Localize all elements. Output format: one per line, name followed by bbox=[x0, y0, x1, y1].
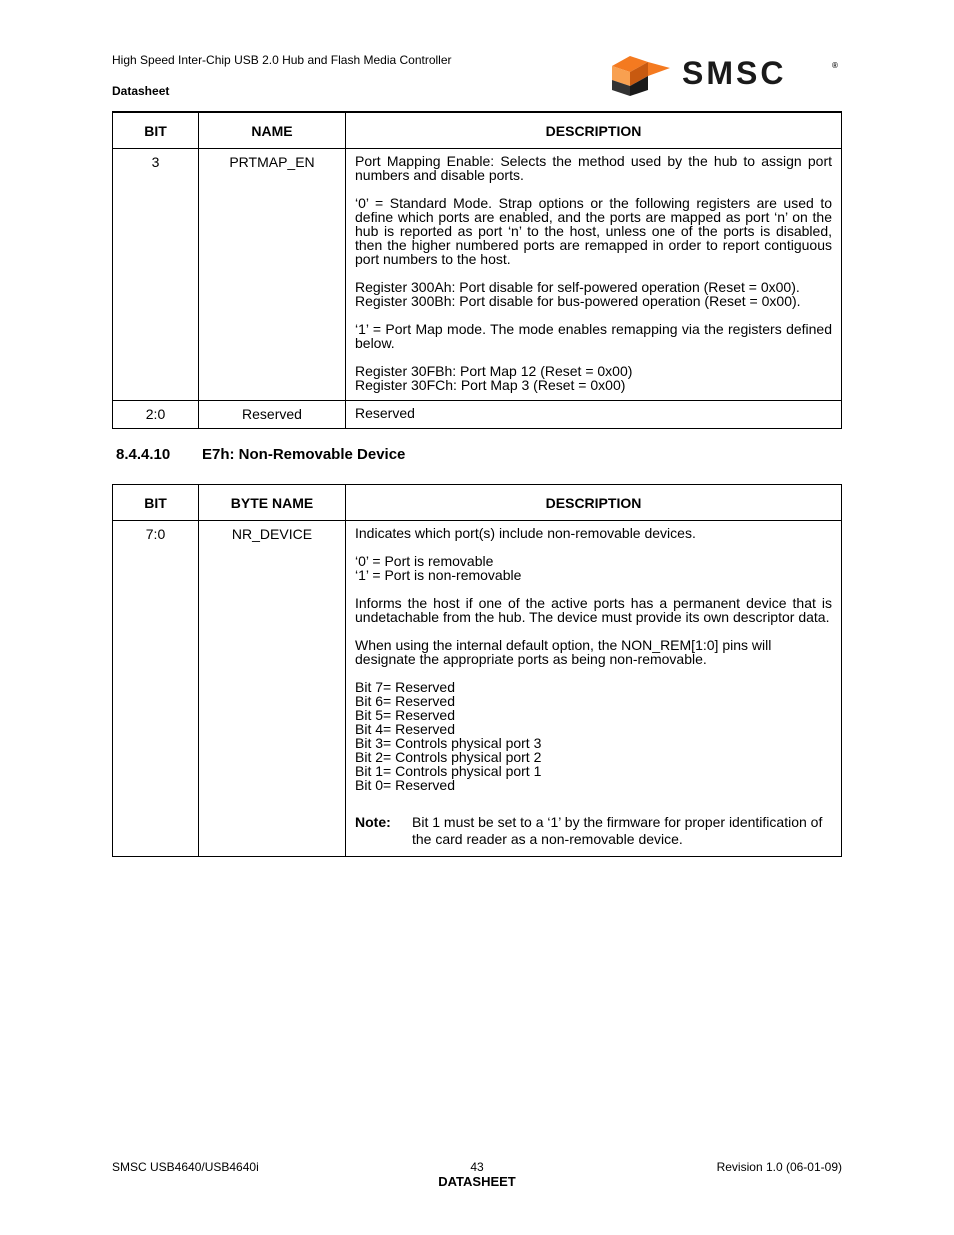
description-line: ‘1’ = Port Map mode. The mode enables remapping via the registers defined below. bbox=[355, 321, 832, 351]
description-line: Bit 0= Reserved bbox=[355, 777, 455, 793]
description-paragraph bbox=[355, 364, 832, 392]
description-line: Register 30FCh: Port Map 3 (Reset = 0x00) bbox=[355, 377, 626, 393]
description-line: Bit 5= Reserved bbox=[355, 707, 455, 723]
cell-description bbox=[346, 149, 842, 401]
description-paragraph bbox=[355, 280, 832, 308]
description-paragraph bbox=[355, 196, 832, 266]
cell-name: NR_DEVICE bbox=[199, 521, 346, 857]
description-paragraph bbox=[355, 596, 832, 624]
note-label: Note: bbox=[355, 814, 391, 830]
page-number: 43 bbox=[470, 1160, 484, 1174]
header-description: DESCRIPTION bbox=[346, 485, 842, 521]
description-line: Bit 3= Controls physical port 3 bbox=[355, 735, 542, 751]
table-header-row bbox=[113, 485, 842, 521]
header-title: High Speed Inter-Chip USB 2.0 Hub and Flash Media Controller bbox=[112, 53, 452, 67]
cell-description bbox=[346, 521, 842, 857]
table-row bbox=[113, 149, 842, 401]
description-line: Register 300Bh: Port disable for bus-powered operation (Reset = 0x00). bbox=[355, 293, 801, 309]
cell-name: Reserved bbox=[199, 401, 346, 429]
description-line: Bit 6= Reserved bbox=[355, 693, 455, 709]
header-bit: BIT bbox=[113, 113, 199, 149]
logo-wordmark bbox=[682, 55, 838, 91]
description-line: Register 30FBh: Port Map 12 (Reset = 0x00) bbox=[355, 363, 633, 379]
description-paragraph bbox=[355, 406, 832, 420]
footer-product: SMSC USB4640/USB4640i bbox=[112, 1160, 259, 1174]
cell-name: PRTMAP_EN bbox=[199, 149, 346, 401]
description-line: Register 300Ah: Port disable for self-powered operation (Reset = 0x00). bbox=[355, 279, 800, 295]
description-line: Bit 4= Reserved bbox=[355, 721, 455, 737]
note-text: Bit 1 must be set to a ‘1’ by the firmware for proper identification of the card reader as a non-removable device. bbox=[412, 814, 823, 847]
description-line: Bit 1= Controls physical port 1 bbox=[355, 763, 542, 779]
description-line: ‘0’ = Port is removable bbox=[355, 553, 494, 569]
cell-bit: 7:0 bbox=[113, 521, 199, 857]
cell-bit: 2:0 bbox=[113, 401, 199, 429]
description-line: ‘0’ = Standard Mode. Strap options or the following registers are used to define which ports are enabled, and the ports are mapped as port ‘n’ on the hub is reported as port ‘n’ to the host, unless one of the ports is disabled, then the higher numbered ports are remapped in order to report contiguous port numbers to the host. bbox=[355, 195, 832, 267]
header-name: NAME bbox=[199, 113, 346, 149]
section-title: E7h: Non-Removable Device bbox=[202, 446, 406, 463]
description-line: Port Mapping Enable: Selects the method used by the hub to assign port numbers and disable ports. bbox=[355, 153, 832, 183]
section-number: 8.4.4.10 bbox=[116, 446, 171, 463]
section-heading bbox=[116, 446, 405, 463]
description-line: Bit 2= Controls physical port 2 bbox=[355, 749, 542, 765]
description-paragraph bbox=[355, 680, 832, 792]
header-description: DESCRIPTION bbox=[346, 113, 842, 149]
table-row bbox=[113, 521, 842, 857]
register-table-1 bbox=[112, 112, 842, 429]
cell-description bbox=[346, 401, 842, 429]
description-paragraph bbox=[355, 322, 832, 350]
smsc-logo bbox=[608, 52, 842, 98]
header-byte-name: BYTE NAME bbox=[199, 485, 346, 521]
footer-revision: Revision 1.0 (06-01-09) bbox=[716, 1160, 842, 1174]
description-line: Bit 7= Reserved bbox=[355, 679, 455, 695]
cell-bit: 3 bbox=[113, 149, 199, 401]
description-line: Reserved bbox=[355, 405, 415, 421]
description-line: ‘1’ = Port is non-removable bbox=[355, 567, 522, 583]
description-paragraph bbox=[355, 154, 832, 182]
logo-wordmark-text: SMSC bbox=[682, 55, 787, 91]
header-bit: BIT bbox=[113, 485, 199, 521]
logo-mark-icon bbox=[612, 56, 670, 96]
note bbox=[355, 814, 832, 848]
table-header-row bbox=[113, 113, 842, 149]
register-table-2 bbox=[112, 484, 842, 857]
description-line: Indicates which port(s) include non-removable devices. bbox=[355, 525, 696, 541]
table-row bbox=[113, 401, 842, 429]
logo-registered-mark: ® bbox=[832, 61, 838, 70]
description-paragraph bbox=[355, 554, 832, 582]
header-subtitle: Datasheet bbox=[112, 84, 170, 98]
description-paragraph bbox=[355, 526, 832, 540]
description-line: Informs the host if one of the active ports has a permanent device that is undetachable from the hub. The device must provide its own descriptor data. bbox=[355, 595, 832, 625]
footer-datasheet-label: DATASHEET bbox=[438, 1174, 516, 1189]
description-line: When using the internal default option, the NON_REM[1:0] pins will designate the appropriate ports as being non-removable. bbox=[355, 637, 772, 667]
description-paragraph bbox=[355, 638, 832, 666]
